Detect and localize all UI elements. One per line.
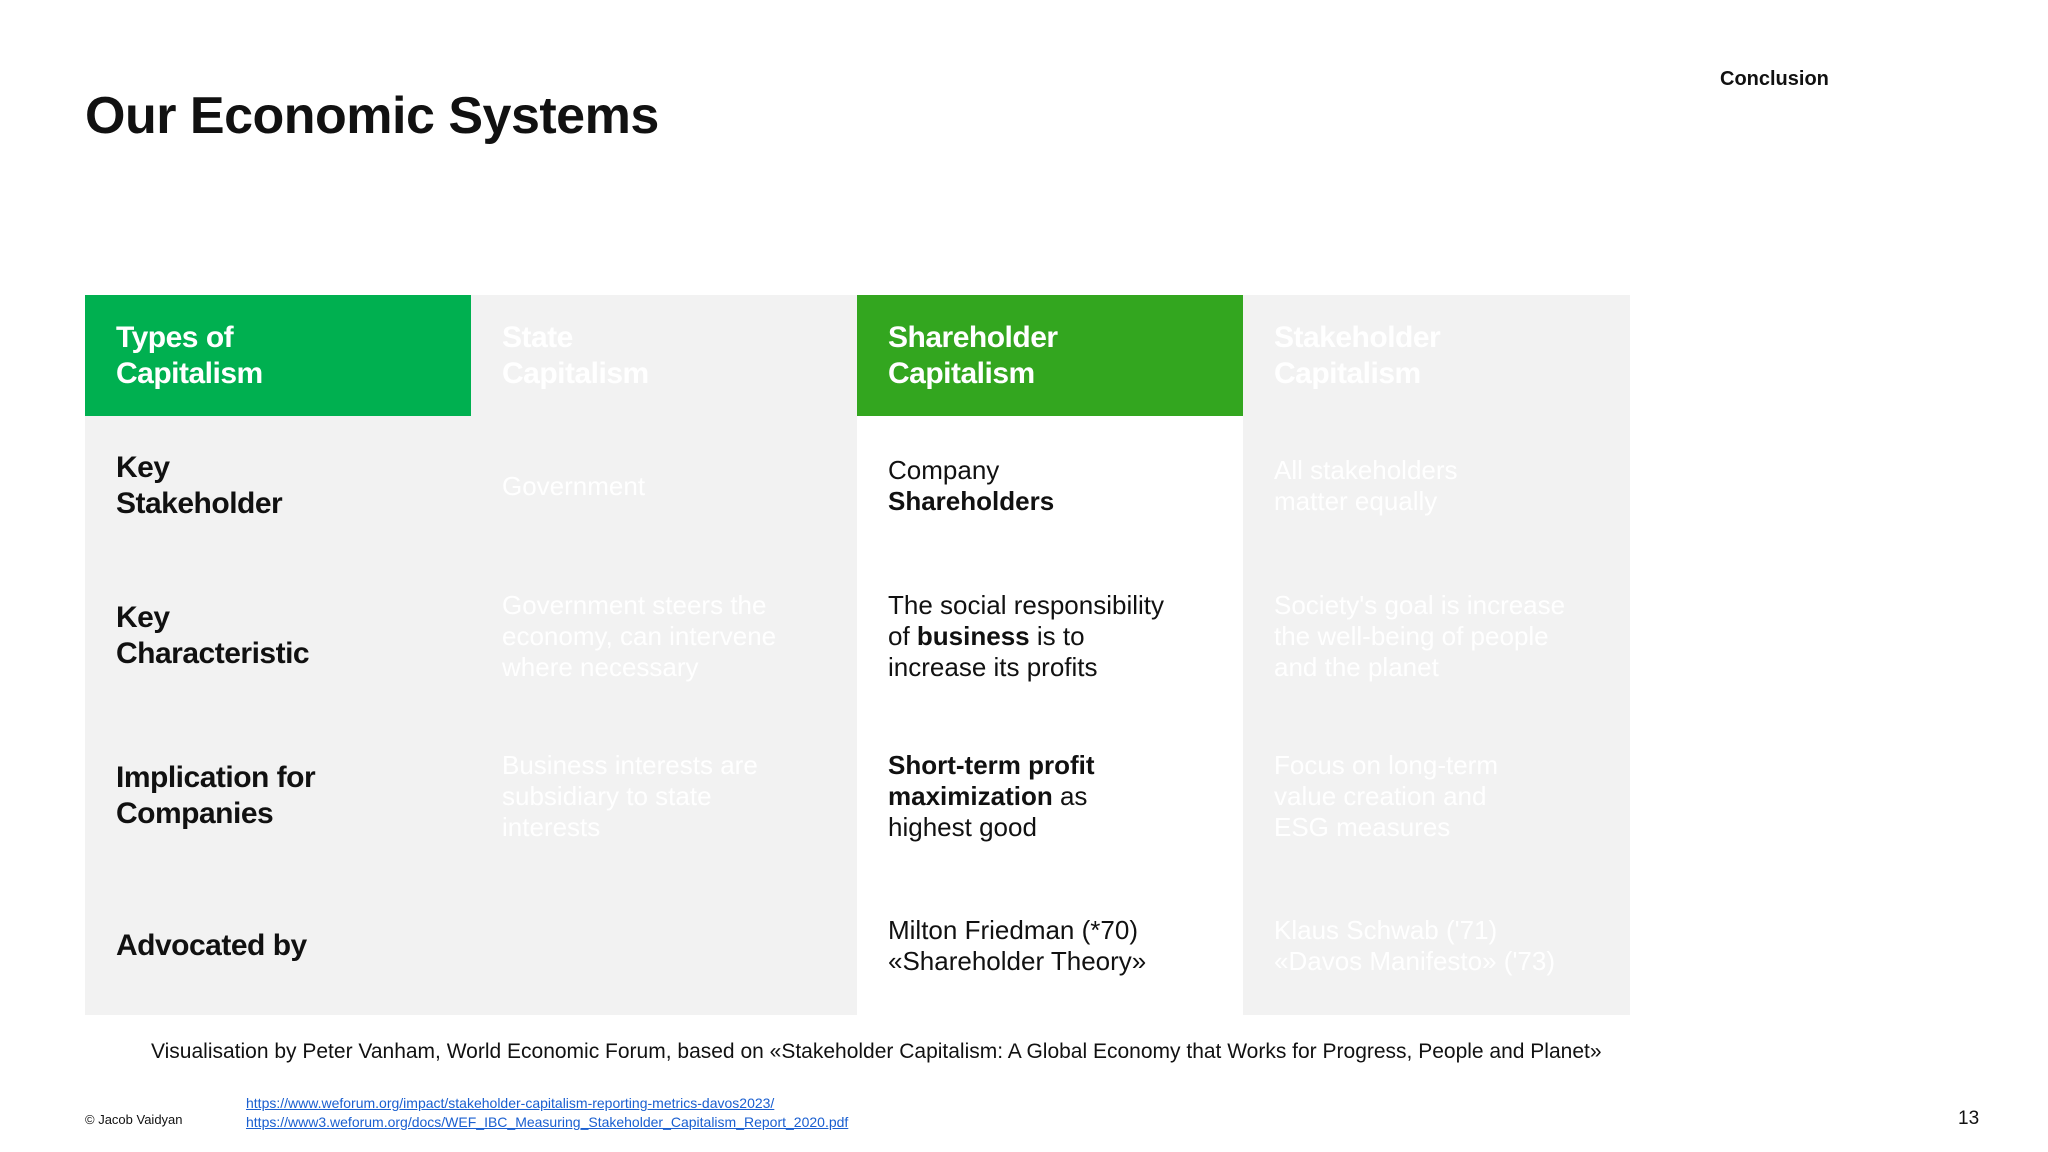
stakeholder-implication: Focus on long-term value creation and ESG measures bbox=[1243, 716, 1630, 876]
state-key-characteristic: Government steers the economy, can intervene where necessary bbox=[471, 556, 857, 716]
stakeholder-advocated-by: Klaus Schwab ('71) «Davos Manifesto» ('73) bbox=[1243, 876, 1630, 1015]
header-stakeholder-capitalism: Stakeholder Capitalism bbox=[1243, 295, 1630, 416]
shareholder-implication: Short-term profit maximization as highest good bbox=[857, 716, 1243, 876]
section-label: Conclusion bbox=[1720, 68, 1829, 90]
stakeholder-key-stakeholder: All stakeholders matter equally bbox=[1243, 416, 1630, 556]
page-title: Our Economic Systems bbox=[85, 87, 659, 145]
source-caption: Visualisation by Peter Vanham, World Economic Forum, based on «Stakeholder Capitalism: A Global Economy that Works for Progress, People and Planet» bbox=[151, 1040, 1602, 1063]
stakeholder-key-characteristic: Society's goal is increase the well-being of people and the planet bbox=[1243, 556, 1630, 716]
shareholder-key-stakeholder: Company Shareholders bbox=[857, 416, 1243, 556]
header-shareholder-capitalism: Shareholder Capitalism bbox=[857, 295, 1243, 416]
row-label-key-stakeholder: Key Stakeholder bbox=[85, 416, 471, 556]
shareholder-key-characteristic: The social responsibility of business is to increase its profits bbox=[857, 556, 1243, 716]
row-label-key-characteristic: Key Characteristic bbox=[85, 556, 471, 716]
row-label-advocated-by: Advocated by bbox=[85, 876, 471, 1015]
header-state-capitalism: State Capitalism bbox=[471, 295, 857, 416]
shareholder-advocated-by: Milton Friedman (*70) «Shareholder Theory» bbox=[857, 876, 1243, 1015]
row-label-implication-for-companies: Implication for Companies bbox=[85, 716, 471, 876]
copyright-notice: © Jacob Vaidyan bbox=[85, 1112, 183, 1127]
header-types-of-capitalism: Types of Capitalism bbox=[85, 295, 471, 416]
state-advocated-by bbox=[471, 876, 857, 1015]
capitalism-comparison-table bbox=[85, 295, 1630, 1015]
page-number: 13 bbox=[1958, 1108, 1980, 1129]
state-key-stakeholder: Government bbox=[471, 416, 857, 556]
source-link-1[interactable]: https://www.weforum.org/impact/stakeholder-capitalism-reporting-metrics-davos2023/ bbox=[246, 1095, 775, 1111]
source-links bbox=[246, 1094, 848, 1132]
state-implication: Business interests are subsidiary to state interests bbox=[471, 716, 857, 876]
source-link-2[interactable]: https://www3.weforum.org/docs/WEF_IBC_Measuring_Stakeholder_Capitalism_Report_2020.pdf bbox=[246, 1114, 849, 1130]
